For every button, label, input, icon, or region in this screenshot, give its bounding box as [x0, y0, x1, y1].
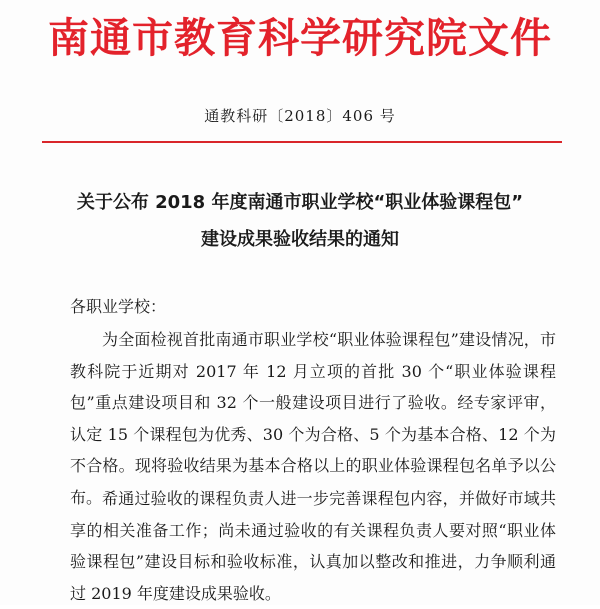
salutation: 各职业学校： — [70, 297, 167, 316]
masthead-title: 南通市教育科学研究院文件 — [48, 14, 552, 62]
notice-title-line-2: 建设成果验收结果的通知 — [201, 229, 399, 250]
body-paragraph-2: 希通过验收的课程负责人进一步完善课程包内容，并做好市域共享的相关准备工作；尚未通过验收的有关课程负责人要对照“职业体验课程包”建设目标和验收标准，认真加以整改和推进，力争顺利通过 2019 年度建设成果验收。 — [70, 489, 556, 603]
body-paragraph-1: 为全面检视首批南通市职业学校“职业体验课程包”建设情况，市教科院于近期对 2017 年 12 月立项的首批 30 个“职业体验课程包”重点建设项目和 32 个一般建设项目进行了验收。经专家评审，认定 15 个课程包为优秀、30 个为合格、5 个为基本合格、12 个为不合格。现将验收结果为基本合格以上的职业体验课程包名单予以公布。 — [70, 330, 556, 507]
notice-title-line-1: 关于公布 2018 年度南通市职业学校“职业体验课程包” — [76, 192, 524, 213]
red-divider-line — [42, 141, 562, 143]
document-number: 通教科研〔2018〕406 号 — [204, 107, 396, 125]
